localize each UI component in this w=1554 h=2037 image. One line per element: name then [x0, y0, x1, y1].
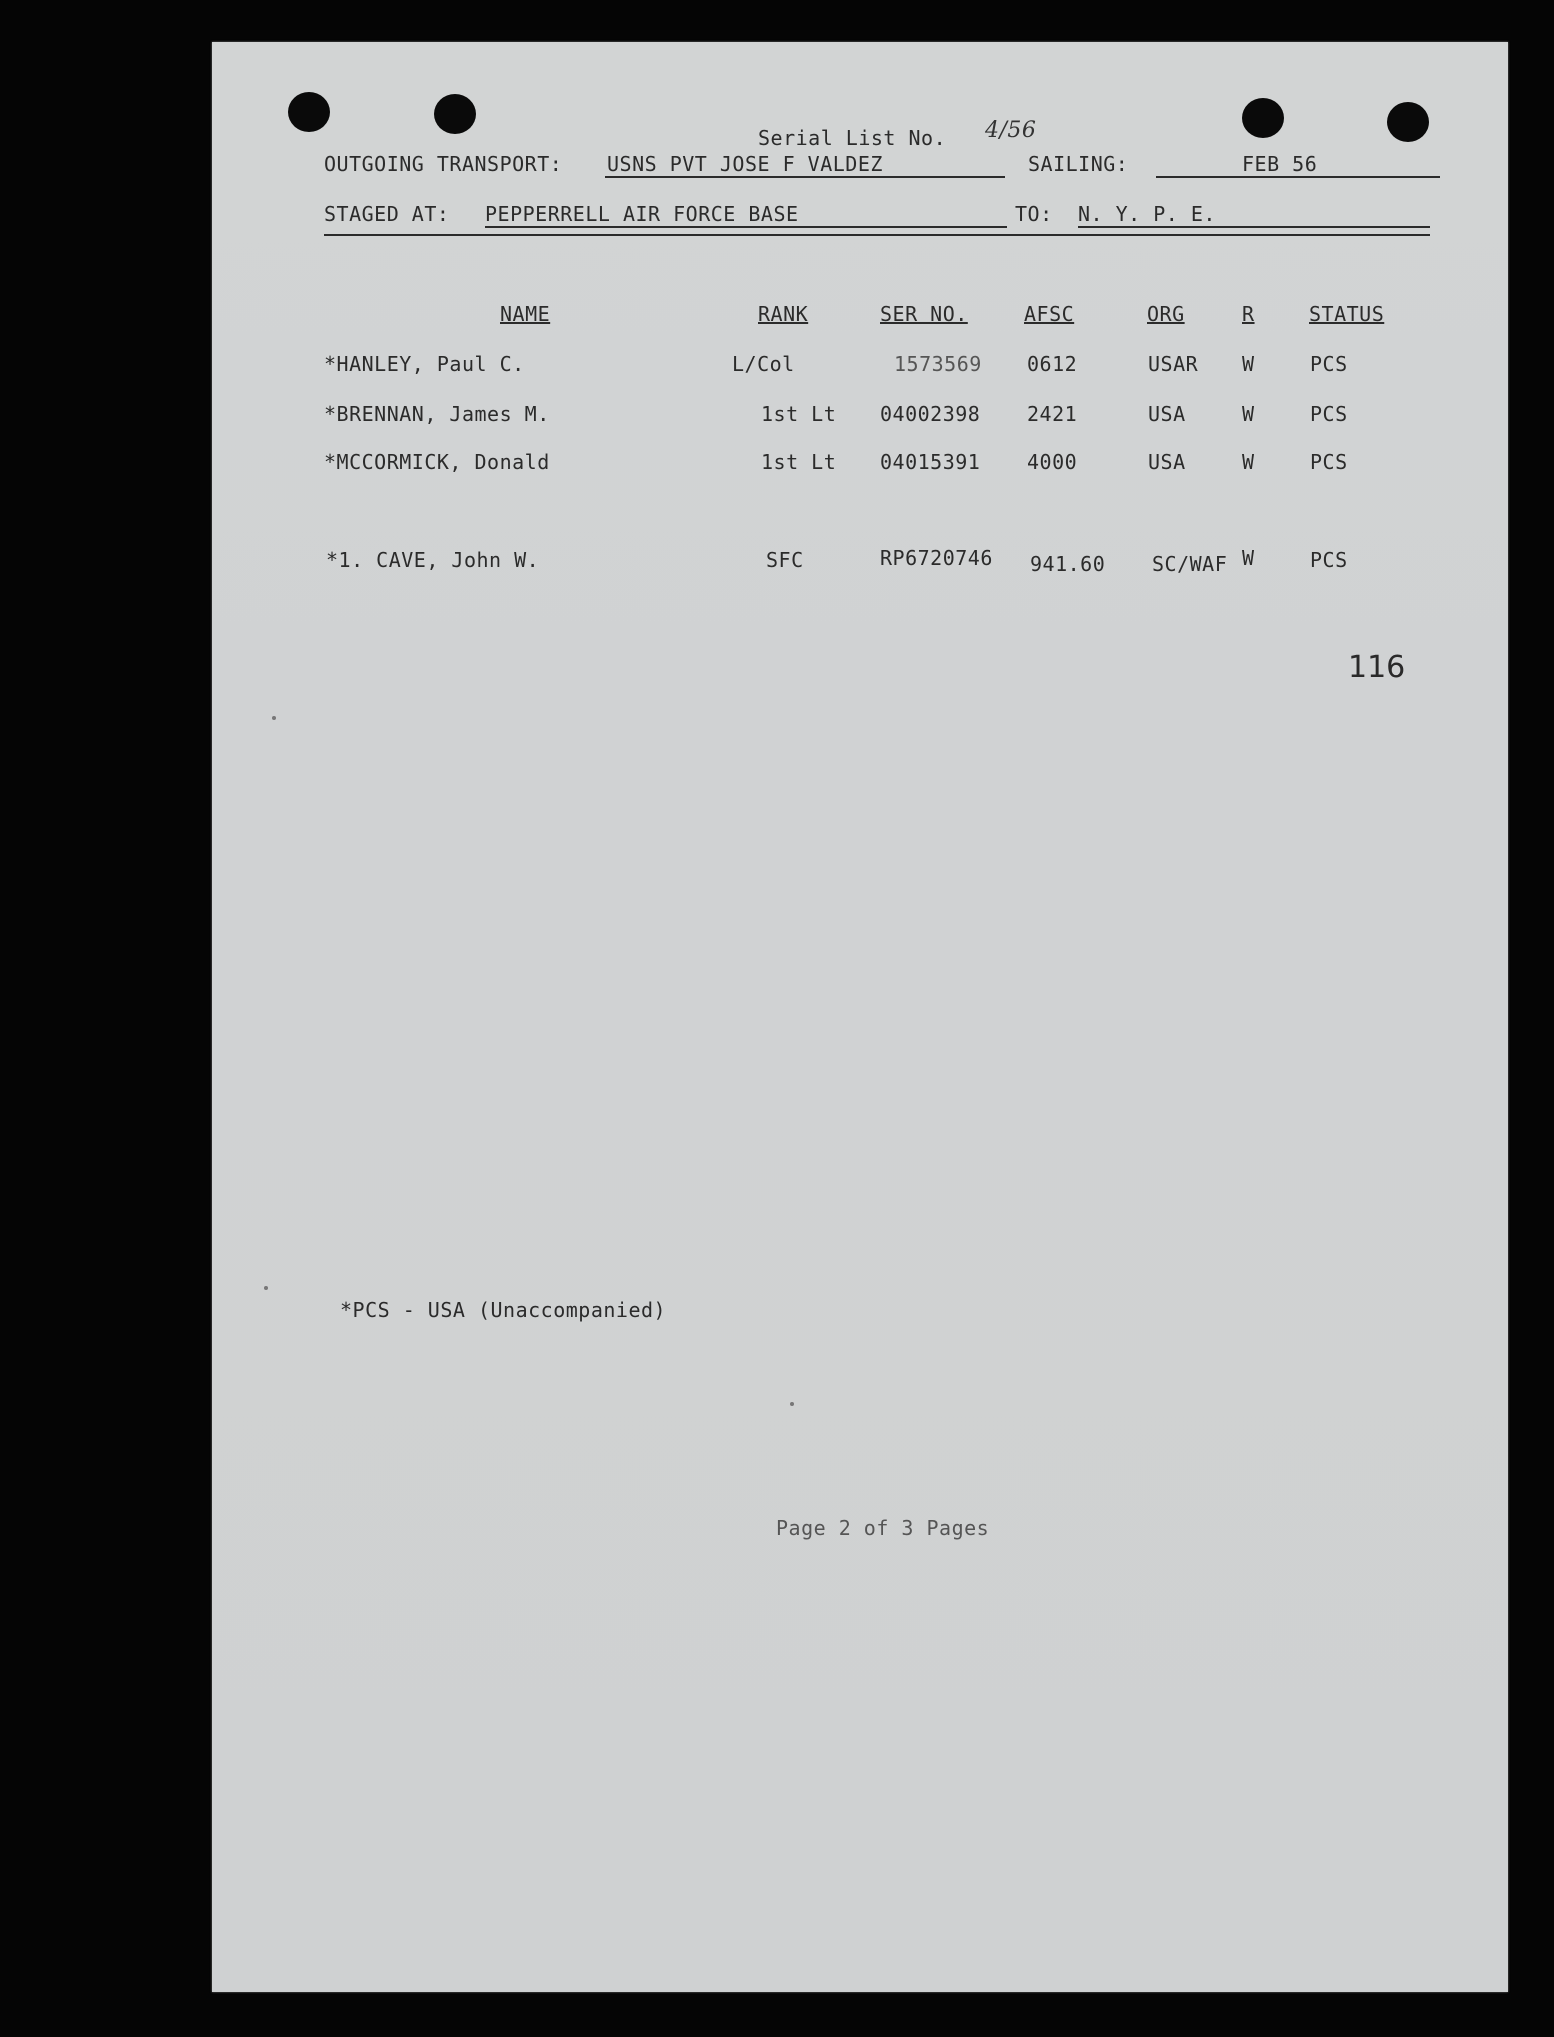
- row-r: W: [1242, 352, 1255, 376]
- document-page: [212, 42, 1508, 1992]
- row-rank: 1st Lt: [761, 402, 837, 426]
- row-ser-no: RP6720746: [880, 546, 993, 570]
- row-org: SC/WAF: [1152, 552, 1228, 576]
- row-ser-no: 1573569: [894, 352, 982, 376]
- row-afsc: 0612: [1027, 352, 1078, 376]
- row-rank: 1st Lt: [761, 450, 837, 474]
- row-r: W: [1242, 450, 1255, 474]
- row-r: W: [1242, 402, 1255, 426]
- speck: [790, 1402, 794, 1406]
- header-full-rule: [324, 234, 1430, 236]
- row-org: USA: [1148, 450, 1186, 474]
- sailing-underline: [1156, 176, 1440, 178]
- column-header-r: R: [1242, 302, 1255, 326]
- row-status: PCS: [1310, 402, 1348, 426]
- column-header-ser-no: SER NO.: [880, 302, 968, 326]
- transport-underline: [605, 176, 1005, 178]
- punch-hole-1: [288, 92, 330, 132]
- staged-at-label: STAGED AT:: [324, 202, 450, 226]
- row-status: PCS: [1310, 450, 1348, 474]
- punch-hole-4: [1387, 102, 1429, 142]
- row-r: W: [1242, 546, 1255, 570]
- row-name: *BRENNAN, James M.: [324, 402, 550, 426]
- punch-hole-3: [1242, 98, 1284, 138]
- staged-at-value: PEPPERRELL AIR FORCE BASE: [485, 202, 799, 226]
- row-status: PCS: [1310, 352, 1348, 376]
- sailing-label: SAILING:: [1028, 152, 1129, 176]
- page-number-stamp: 116: [1348, 650, 1406, 685]
- row-ser-no: 04015391: [880, 450, 981, 474]
- column-header-status: STATUS: [1309, 302, 1385, 326]
- outgoing-transport-value: USNS PVT JOSE F VALDEZ: [607, 152, 883, 176]
- to-value: N. Y. P. E.: [1078, 202, 1216, 226]
- to-underline: [1078, 226, 1430, 228]
- row-org: USA: [1148, 402, 1186, 426]
- row-rank: SFC: [766, 548, 804, 572]
- sailing-value: FEB 56: [1242, 152, 1318, 176]
- row-afsc: 941.60: [1030, 552, 1106, 576]
- row-name: *HANLEY, Paul C.: [324, 352, 525, 376]
- speck: [272, 716, 276, 720]
- page-footer: Page 2 of 3 Pages: [776, 1516, 990, 1540]
- row-status: PCS: [1310, 548, 1348, 572]
- row-afsc: 2421: [1027, 402, 1078, 426]
- staged-underline: [485, 226, 1007, 228]
- row-ser-no: 04002398: [880, 402, 981, 426]
- serial-list-label: Serial List No.: [758, 126, 947, 150]
- row-afsc: 4000: [1027, 450, 1078, 474]
- to-label: TO:: [1015, 202, 1053, 226]
- outgoing-transport-label: OUTGOING TRANSPORT:: [324, 152, 563, 176]
- column-header-name: NAME: [500, 302, 551, 326]
- column-header-afsc: AFSC: [1024, 302, 1075, 326]
- row-org: USAR: [1148, 352, 1199, 376]
- serial-list-number: 4/56: [985, 118, 1037, 143]
- column-header-org: ORG: [1147, 302, 1185, 326]
- row-rank: L/Col: [732, 352, 795, 376]
- speck: [264, 1286, 268, 1290]
- footnote: *PCS - USA (Unaccompanied): [340, 1298, 667, 1322]
- row-name: *MCCORMICK, Donald: [324, 450, 550, 474]
- row-name: *1. CAVE, John W.: [326, 548, 540, 572]
- punch-hole-2: [434, 94, 476, 134]
- column-header-rank: RANK: [758, 302, 809, 326]
